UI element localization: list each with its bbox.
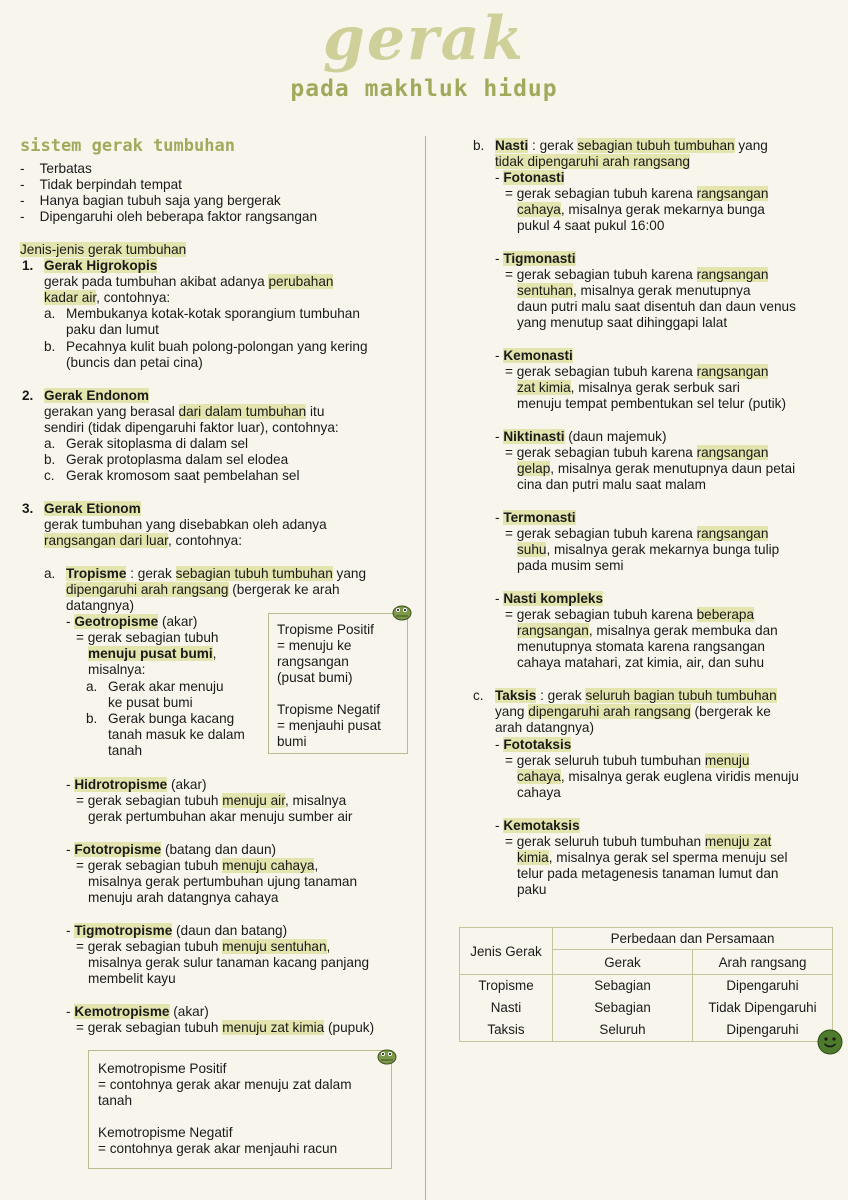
item-number: 2. xyxy=(22,388,34,403)
table-cell: Tidak Dipengaruhi xyxy=(708,1000,817,1015)
geo-examples: Gerak akar menuju ke pusat bumi Gerak bunga kacang tanah masuk ke dalam tanah xyxy=(108,679,245,758)
table-col-arah xyxy=(693,975,833,1042)
nasti-def: Nasti : gerak sebagian tubuh tumbuhan yang tidak dipengaruhi arah rangsang xyxy=(495,138,768,169)
tigmonasti: - Tigmonasti = gerak sebagian tubuh karena rangsangan sentuhan, misalnya gerak menutupnya daun putri malu saat disentuh dan daun venus yang menutup saat dihinggapi lalat xyxy=(495,251,796,330)
page-title: gerak xyxy=(322,4,526,74)
kemotaksis: - Kemotaksis = gerak seluruh tubuh tumbuhan menuju zat kimia, misalnya gerak sel sperma menuju sel telur pada metagenesis tanaman lumut dan paku xyxy=(495,818,788,897)
kemotropisme-note-box: Kemotropisme Positif = contohnya gerak akar menuju zat dalam tanah Kemotropisme Negatif = contohnya gerak akar menjauhi racun xyxy=(88,1050,392,1169)
column-divider xyxy=(425,136,426,1200)
table-cell: Sebagian xyxy=(594,978,651,993)
table-cell: Taksis xyxy=(487,1022,525,1037)
table-body xyxy=(460,975,833,1042)
comparison-table xyxy=(459,927,833,1042)
section-heading: sistem gerak tumbuhan xyxy=(20,136,235,156)
dinosaur-icon xyxy=(376,1045,398,1067)
nasti-kompleks: - Nasti kompleks = gerak sebagian tubuh karena beberapa rangsangan, misalnya gerak membuka dan menutupnya stomata karena rangsangan cahaya matahari, zat kimia, air, dan suhu xyxy=(495,591,778,670)
tropisme-note-box: Tropisme Positif = menuju ke rangsangan (pusat bumi) Tropisme Negatif = menjauhi pusat bumi xyxy=(268,613,408,754)
item-number: 3. xyxy=(22,501,34,516)
table-cell: Sebagian xyxy=(594,1000,651,1015)
table-header-arah: Arah rangsang xyxy=(693,950,833,975)
page-subtitle: pada makhluk hidup xyxy=(290,76,558,102)
bullet-item: - Hanya bagian tubuh saja yang bergerak xyxy=(20,193,281,208)
table-header-gerak: Gerak xyxy=(553,950,693,975)
fototropisme: - Fototropisme (batang dan daun) = gerak sebagian tubuh menuju cahaya, misalnya gerak pertumbuhan ujung tanaman menuju arah datangnya cahaya xyxy=(66,842,358,905)
bullet-item: - Tidak berpindah tempat xyxy=(20,177,182,192)
kemotropisme: - Kemotropisme (akar) = gerak sebagian tubuh menuju zat kimia (pupuk) xyxy=(66,1004,375,1035)
table-header-jenis: Jenis Gerak xyxy=(460,928,553,975)
table-cell: Tropisme xyxy=(478,978,534,993)
fotonasti: - Fotonasti = gerak sebagian tubuh karena rangsangan cahaya, misalnya gerak mekarnya bunga pukul 4 saat pukul 16:00 xyxy=(495,170,769,233)
sub-labels: a. b. c. xyxy=(44,436,56,483)
table-cell: Nasti xyxy=(490,1000,522,1015)
item-number: 1. xyxy=(22,258,34,273)
item-endonom: Gerak Endonom gerakan yang berasal dari dalam tumbuhan itu sendiri (tidak dipengaruhi faktor luar), contohnya: xyxy=(44,388,339,435)
bullet-item: - Terbatas xyxy=(20,161,92,176)
bullet-item: - Dipengaruhi oleh beberapa faktor rangsangan xyxy=(20,209,318,224)
sub-items: Gerak sitoplasma di dalam sel Gerak protoplasma dalam sel elodea Gerak kromosom saat pembelahan sel xyxy=(66,436,300,483)
kemonasti: - Kemonasti = gerak sebagian tubuh karena rangsangan zat kimia, misalnya gerak serbuk sari menuju tempat pembentukan sel telur (putik) xyxy=(495,348,786,411)
sub-labels: a. b. xyxy=(86,679,98,726)
geotropisme: - Geotropisme (akar) = gerak sebagian tubuh menuju pusat bumi, misalnya: xyxy=(66,614,219,677)
table-cell: Dipengaruhi xyxy=(726,978,799,993)
jenis-heading: Jenis-jenis gerak tumbuhan xyxy=(20,242,187,257)
sub-label: b. xyxy=(473,138,485,153)
sub-label: b. xyxy=(44,339,56,354)
tigmotropisme: - Tigmotropisme (daun dan batang) = gerak sebagian tubuh menuju sentuhan, misalnya gerak sulur tanaman kacang panjang membelit kayu xyxy=(66,923,370,986)
sub-item: Membukanya kotak-kotak sporangium tumbuhan paku dan lumut xyxy=(66,306,360,337)
item-etionom: Gerak Etionom gerak tumbuhan yang disebabkan oleh adanya rangsangan dari luar, contohnya: xyxy=(44,501,327,548)
item-higrokopis: Gerak Higrokopis gerak pada tumbuhan akibat adanya perubahan kadar air, contohnya: xyxy=(44,258,334,305)
table-col-jenis xyxy=(460,975,553,1042)
tropisme-def: Tropisme : gerak sebagian tubuh tumbuhan yang dipengaruhi arah rangsang (bergerak ke arah datangnya) xyxy=(66,566,367,613)
table-col-gerak xyxy=(553,975,693,1042)
sub-label: a. xyxy=(44,566,56,581)
bullet-list xyxy=(20,161,317,225)
smiley-icon xyxy=(817,1029,843,1055)
sub-label: a. xyxy=(44,306,56,321)
dinosaur-icon xyxy=(391,601,413,623)
sub-item: Pecahnya kulit buah polong-polongan yang kering (buncis dan petai cina) xyxy=(66,339,368,370)
table-cell: Seluruh xyxy=(599,1022,646,1037)
taksis-def: Taksis : gerak seluruh bagian tubuh tumbuhan yang dipengaruhi arah rangsang (bergerak ke arah datangnya) xyxy=(495,688,777,735)
niktinasti: - Niktinasti (daun majemuk) = gerak sebagian tubuh karena rangsangan gelap, misalnya gerak menutupnya daun petai cina dan putri malu saat malam xyxy=(495,429,796,492)
termonasti: - Termonasti = gerak sebagian tubuh karena rangsangan suhu, misalnya gerak mekarnya bunga tulip pada musim semi xyxy=(495,510,780,573)
hidrotropisme: - Hidrotropisme (akar) = gerak sebagian tubuh menuju air, misalnya gerak pertumbuhan akar menuju sumber air xyxy=(66,777,353,824)
sub-label: c. xyxy=(473,688,484,703)
table-header-perbedaan: Perbedaan dan Persamaan xyxy=(553,928,833,950)
fototaksis: - Fototaksis = gerak seluruh tubuh tumbuhan menuju cahaya, misalnya gerak euglena viridis menuju cahaya xyxy=(495,737,799,800)
table-cell: Dipengaruhi xyxy=(726,1022,799,1037)
